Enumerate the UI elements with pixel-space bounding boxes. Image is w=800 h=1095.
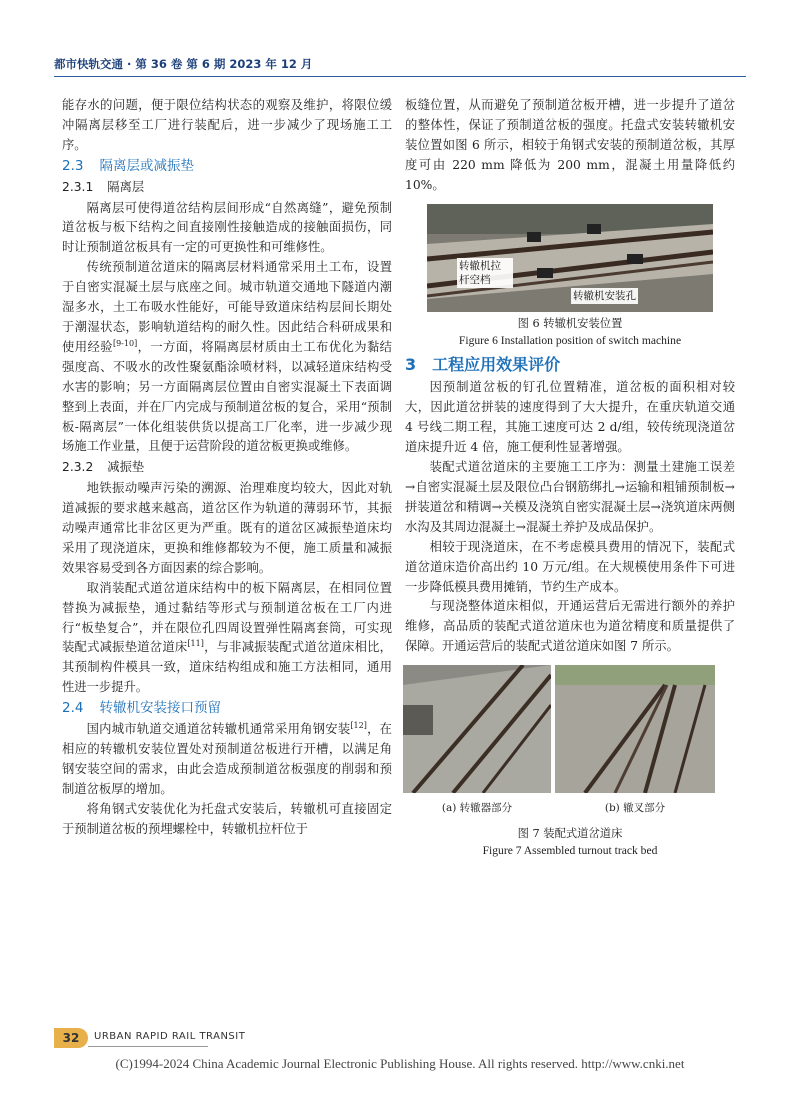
- section-title: 减振垫: [107, 460, 145, 475]
- figure-6-caption-en: Figure 6 Installation position of switch machine: [458, 333, 682, 347]
- section-2-3-1-heading: [62, 178, 392, 198]
- section-title: 工程应用效果评价: [432, 354, 561, 374]
- citation[interactable]: [11]: [187, 639, 204, 649]
- frog-section-graphic: [555, 665, 715, 793]
- paragraph: [62, 720, 392, 800]
- citation[interactable]: [9-10]: [112, 338, 138, 348]
- switch-section-graphic: [403, 665, 551, 793]
- paragraph: 因预制道岔板的钉孔位置精准，道岔板的面积相对较大，因此道岔拼装的速度得到了大大提升，在重庆轨道交通 4 号线二期工程，其施工速度可达 2 d/组，较传统现浇道岔道床提升近 4 倍，施工便利性显著增强。: [405, 380, 735, 455]
- journal-header: 都市快轨交通 · 第 36 卷 第 6 期 2023 年 12 月: [54, 57, 313, 71]
- section-2-3-heading: [62, 157, 392, 177]
- page-number: 32: [54, 1028, 88, 1048]
- section-2-4-heading: [62, 699, 392, 719]
- section-number: 3: [405, 354, 417, 374]
- paragraph-text: 传统预制道岔道床的隔离层材料通常采用土工布，设置于自密实混凝土层与底座之间。城市轨道交通地下隧道内潮湿多水，土工布吸水性能好，可能导致道床结构层间长期处于潮湿状态，影响轨道结构的耐久性。因此结合科研成果和使用经验: [62, 260, 392, 354]
- section-number: 2.4: [62, 700, 84, 717]
- paragraph: [62, 258, 392, 457]
- section-3-heading: [405, 355, 735, 375]
- section-title: 隔离层: [107, 179, 145, 194]
- figure-7b-caption: (b) 辙叉部分: [604, 802, 666, 815]
- paragraph-intro: 能存水的问题，便于限位结构状态的观察及维护，将限位缓冲隔离层移至工厂进行装配后，进一步减少了现场施工工序。: [62, 98, 392, 152]
- figure-7: [403, 665, 735, 819]
- figure-7b: [555, 665, 715, 819]
- footer-rule: [88, 1046, 208, 1047]
- figure-7a: [403, 665, 551, 819]
- figure-7-caption-cn: 图 7 装配式道岔道床: [517, 827, 623, 841]
- paragraph-text: ，一方面，将隔离层材质由土工布优化为黏结强度高、不吸水的改性聚氨酯涂喷材料，以减轻道床结构受水害的影响；另一方面隔离层位置由自密实混凝土下表面调整到上表面，并在厂内完成与预制道岔板的复合，采用“预制板-隔离层”一体化组装供货以提高工厂化率，进一步减少现场施工作业量，且便于运营阶段的道岔板更换或维修。: [62, 339, 392, 454]
- figure-7b-photo: [555, 665, 715, 793]
- paragraph: 隔离层可使得道岔结构层间形成“自然离缝”，避免预制道岔板与板下结构之间直接刚性接触造成的接触面损伤，同时让预制道岔板具有一定的可更换性和可维修性。: [62, 200, 392, 255]
- figure-7-caption-en: Figure 7 Assembled turnout track bed: [482, 844, 658, 858]
- figure-7a-photo: [403, 665, 551, 793]
- paragraph-text: 国内城市轨道交通道岔转辙机通常采用角钢安装: [86, 722, 351, 737]
- header-rule: [54, 76, 746, 77]
- paragraph: [62, 579, 392, 698]
- figure-6-label-mount-hole: 转辙机安装孔: [573, 289, 636, 302]
- figure-6-label-rod-gap: 转辙机拉杆空档: [457, 258, 513, 288]
- section-number: 2.3: [62, 157, 84, 174]
- citation[interactable]: [12]: [350, 721, 367, 730]
- figure-7a-caption: (a) 转辙器部分: [441, 802, 513, 815]
- section-number: 2.3.1: [62, 179, 94, 194]
- paragraph: 与现浇整体道床相似，开通运营后无需进行额外的养护维修，高品质的装配式道岔道床也为道岔精度和质量提供了保障。开通运营后的装配式道岔道床如图 7 所示。: [405, 599, 735, 654]
- paragraph: 装配式道岔道床的主要施工工序为：测量土建施工误差→自密实混凝土层及限位凸台钢筋绑扎→运输和粗铺预制板→拼装道岔和精调→关模及浇筑自密实混凝土层→浇筑道床两侧水沟及其周边混凝土→混凝土养护及成品保护。: [405, 460, 735, 534]
- paragraph: 地铁振动噪声污染的溯源、治理难度均较大，因此对轨道减振的要求越来越高，道岔区作为轨道的薄弱环节，其振动噪声通常比非岔区更为严重。既有的道岔区减振垫道床均采用了现浇道床，更换和维修都较为不便，施工质量和减振效果容易受到各方面因素的综合影响。: [62, 481, 392, 575]
- paragraph: 板缝位置，从而避免了预制道岔板开槽，进一步提升了道岔的整体性，保证了预制道岔板的强度。托盘式安装转辙机安装位置如图 6 所示，相较于角钢式安装的预制道岔板，其厚度可由 220 mm 降低为 200 mm，混凝土用量降低约 10%。: [405, 98, 735, 192]
- figure-6-caption-cn: 图 6 转辙机安装位置: [517, 316, 623, 330]
- section-number: 2.3.2: [62, 460, 94, 475]
- copyright-line: (C)1994-2024 China Academic Journal Electronic Publishing House. All rights reserved. http://www.cnki.net: [115, 1056, 685, 1071]
- paragraph-text: 取消装配式道岔道床结构中的板下隔离层，在相同位置替换为减振垫，通过黏结等形式与预制道岔板在工厂内进行“板垫复合”，并在限位孔四周设置弹性隔离套筒，可实现装配式减振垫道岔道床: [62, 580, 392, 655]
- paragraph-text: ，在相应的转辙机安装位置处对预制道岔板进行开槽，以满足角钢安装空间的需求，由此会造成预制道岔板强度的削弱和预制道岔板厚的增加。: [62, 722, 392, 796]
- left-column: [62, 96, 392, 840]
- journal-name-en: URBAN RAPID RAIL TRANSIT: [94, 1031, 246, 1042]
- section-title: 隔离层或减振垫: [99, 157, 194, 174]
- paragraph-text: ，与非减振装配式道岔道床相比，其预制构件模具一致，道床结构组成和施工方法相同，通用性进一步提升。: [62, 640, 392, 695]
- paragraph: 将角钢式安装优化为托盘式安装后，转辙机可直接固定于预制道岔板的预埋螺栓中，转辙机拉杆位于: [62, 801, 392, 836]
- section-title: 转辙机安装接口预留: [99, 700, 221, 717]
- right-column: [405, 96, 735, 859]
- section-2-3-2-heading: [62, 458, 392, 478]
- paragraph: 相较于现浇道床，在不考虑模具费用的情况下，装配式道岔道床造价高出约 10 万元/组。在大规模使用条件下可进一步降低模具费用摊销，节约生产成本。: [405, 539, 735, 594]
- figure-6-photo: [427, 204, 713, 312]
